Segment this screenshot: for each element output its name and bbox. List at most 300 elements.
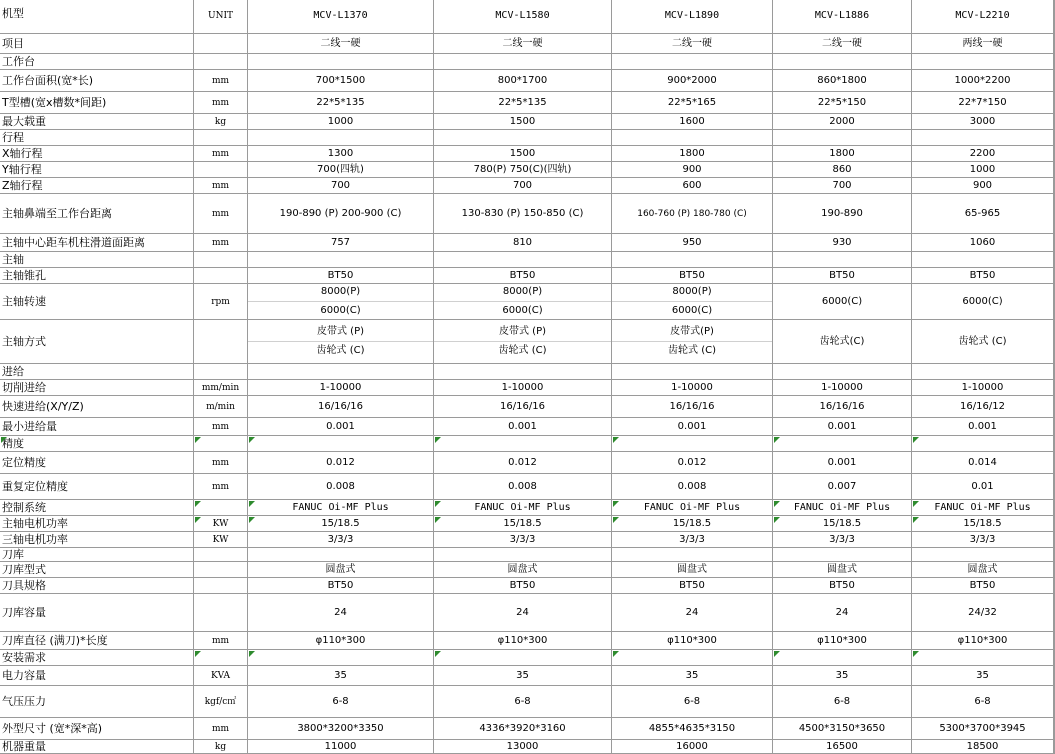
value-cell[interactable] bbox=[773, 562, 912, 578]
value-text: 11000 bbox=[324, 740, 357, 752]
value-cell[interactable] bbox=[612, 516, 773, 532]
unit-cell[interactable] bbox=[194, 252, 248, 268]
comment-marker-icon bbox=[613, 437, 619, 443]
value-cell[interactable] bbox=[612, 562, 773, 578]
value-cell[interactable] bbox=[248, 718, 434, 740]
value-cell[interactable] bbox=[912, 562, 1054, 578]
value-text: 1800 bbox=[829, 147, 855, 159]
unit-cell[interactable] bbox=[194, 632, 248, 650]
value-cell[interactable] bbox=[248, 146, 434, 162]
value-cell[interactable] bbox=[773, 54, 912, 70]
value-text: 35 bbox=[976, 669, 989, 681]
value-cell[interactable] bbox=[612, 178, 773, 194]
value-cell[interactable] bbox=[773, 516, 912, 532]
unit-cell[interactable] bbox=[194, 162, 248, 178]
value-cell[interactable] bbox=[248, 532, 434, 548]
row-label-cell[interactable] bbox=[0, 740, 194, 754]
row-label-cell[interactable] bbox=[0, 578, 194, 594]
value-cell[interactable] bbox=[912, 146, 1054, 162]
value-cell[interactable] bbox=[912, 474, 1054, 500]
value-cell[interactable] bbox=[773, 34, 912, 54]
value-cell[interactable] bbox=[773, 718, 912, 740]
unit-cell[interactable] bbox=[194, 54, 248, 70]
value-text: 35 bbox=[685, 669, 699, 681]
value-cell[interactable] bbox=[248, 740, 434, 754]
value-cell[interactable] bbox=[612, 380, 773, 396]
value-cell[interactable] bbox=[912, 548, 1054, 562]
value-cell[interactable] bbox=[612, 650, 773, 666]
value-cell[interactable] bbox=[912, 92, 1054, 114]
value-cell[interactable] bbox=[434, 162, 612, 178]
value-cell[interactable] bbox=[773, 284, 912, 320]
value-cell[interactable] bbox=[912, 436, 1054, 452]
value-cell[interactable] bbox=[612, 268, 773, 284]
value-cell[interactable] bbox=[612, 500, 773, 516]
row-label-cell[interactable] bbox=[0, 516, 194, 532]
row-label-cell[interactable] bbox=[0, 252, 194, 268]
value-cell[interactable] bbox=[248, 34, 434, 54]
value-cell[interactable] bbox=[248, 92, 434, 114]
value-cell[interactable] bbox=[434, 194, 612, 234]
row-label-cell[interactable] bbox=[0, 92, 194, 114]
unit-cell[interactable] bbox=[194, 594, 248, 632]
value-cell[interactable] bbox=[612, 532, 773, 548]
value-cell[interactable] bbox=[434, 178, 612, 194]
value-cell[interactable] bbox=[912, 178, 1054, 194]
value-cell[interactable] bbox=[773, 252, 912, 268]
value-text: 900 bbox=[972, 179, 993, 191]
value-cell[interactable] bbox=[773, 114, 912, 130]
row-label-cell[interactable] bbox=[0, 320, 194, 364]
value-cell[interactable] bbox=[612, 70, 773, 92]
row-label: 机器重量 bbox=[2, 740, 46, 753]
row-label: 工作台面积(宽*长) bbox=[2, 73, 94, 87]
value-cell[interactable] bbox=[773, 162, 912, 178]
value-cell[interactable] bbox=[434, 666, 612, 686]
header-model-cell[interactable] bbox=[912, 0, 1054, 34]
value-cell[interactable] bbox=[773, 320, 912, 364]
unit-cell[interactable] bbox=[194, 320, 248, 364]
value-cell[interactable] bbox=[612, 578, 773, 594]
value-text: 15/18.5 bbox=[963, 517, 1002, 529]
row-label-cell[interactable] bbox=[0, 178, 194, 194]
row-label-cell[interactable] bbox=[0, 594, 194, 632]
value-cell[interactable] bbox=[612, 594, 773, 632]
header-model-cell[interactable] bbox=[434, 0, 612, 34]
row-label-cell[interactable] bbox=[0, 146, 194, 162]
value-cell[interactable] bbox=[612, 632, 773, 650]
value-cell[interactable] bbox=[434, 718, 612, 740]
value-cell[interactable] bbox=[434, 380, 612, 396]
value-cell[interactable] bbox=[912, 396, 1054, 418]
value-text: 6000(C) bbox=[821, 295, 863, 307]
row-label-cell[interactable] bbox=[0, 396, 194, 418]
value-text: 1060 bbox=[969, 236, 996, 248]
value-text: 1-10000 bbox=[501, 381, 544, 393]
unit-cell[interactable] bbox=[194, 194, 248, 234]
value-cell[interactable] bbox=[434, 516, 612, 532]
unit-cell[interactable] bbox=[194, 548, 248, 562]
value-cell[interactable] bbox=[248, 516, 434, 532]
value-cell[interactable] bbox=[773, 178, 912, 194]
value-cell[interactable] bbox=[248, 130, 434, 146]
value-cell[interactable] bbox=[248, 474, 434, 500]
value-cell[interactable] bbox=[912, 284, 1054, 320]
value-cell[interactable] bbox=[434, 452, 612, 474]
row-label-cell[interactable] bbox=[0, 532, 194, 548]
unit-cell[interactable] bbox=[194, 740, 248, 754]
value-cell[interactable] bbox=[434, 364, 612, 380]
value-cell[interactable] bbox=[434, 436, 612, 452]
value-cell[interactable] bbox=[248, 70, 434, 92]
value-cell[interactable] bbox=[248, 284, 434, 320]
value-text: BT50 bbox=[327, 579, 354, 591]
value-cell[interactable] bbox=[248, 578, 434, 594]
value-cell[interactable] bbox=[434, 268, 612, 284]
value-cell[interactable] bbox=[248, 594, 434, 632]
value-cell[interactable] bbox=[612, 320, 773, 364]
value-cell[interactable] bbox=[434, 532, 612, 548]
row-label-cell[interactable] bbox=[0, 452, 194, 474]
comment-marker-icon bbox=[195, 651, 201, 657]
value-cell[interactable] bbox=[612, 740, 773, 754]
value-cell[interactable] bbox=[612, 452, 773, 474]
value-text: 0.008 bbox=[508, 480, 537, 492]
value-text: 0.001 bbox=[827, 420, 857, 432]
value-cell[interactable] bbox=[912, 320, 1054, 364]
value-cell[interactable] bbox=[773, 234, 912, 252]
unit-cell[interactable] bbox=[194, 268, 248, 284]
value-cell[interactable] bbox=[773, 632, 912, 650]
comment-marker-icon bbox=[249, 437, 255, 443]
unit-cell[interactable] bbox=[194, 718, 248, 740]
value-cell[interactable] bbox=[434, 500, 612, 516]
value-cell[interactable] bbox=[912, 70, 1054, 92]
value-cell[interactable] bbox=[912, 268, 1054, 284]
value-cell[interactable] bbox=[248, 632, 434, 650]
value-cell[interactable] bbox=[248, 666, 434, 686]
value-text: 600 bbox=[682, 179, 702, 191]
value-cell[interactable] bbox=[248, 548, 434, 562]
value-cell[interactable] bbox=[912, 34, 1054, 54]
value-cell[interactable] bbox=[434, 632, 612, 650]
value-cell[interactable] bbox=[434, 474, 612, 500]
value-cell[interactable] bbox=[912, 234, 1054, 252]
value-cell[interactable] bbox=[612, 54, 773, 70]
unit-cell[interactable] bbox=[194, 70, 248, 92]
value-cell[interactable] bbox=[434, 70, 612, 92]
value-cell[interactable] bbox=[434, 34, 612, 54]
value-text: 24 bbox=[334, 606, 347, 618]
unit-cell[interactable] bbox=[194, 92, 248, 114]
value-cell[interactable] bbox=[912, 740, 1054, 754]
header-unit-cell[interactable] bbox=[194, 0, 248, 34]
unit-cell[interactable] bbox=[194, 532, 248, 548]
unit-cell[interactable] bbox=[194, 146, 248, 162]
value-cell[interactable] bbox=[434, 252, 612, 268]
row-label-cell[interactable] bbox=[0, 474, 194, 500]
value-cell[interactable] bbox=[912, 418, 1054, 436]
row-label-cell[interactable] bbox=[0, 718, 194, 740]
value-cell[interactable] bbox=[612, 34, 773, 54]
row-label-cell[interactable] bbox=[0, 284, 194, 320]
value-cell[interactable] bbox=[612, 686, 773, 718]
value-cell[interactable] bbox=[912, 380, 1054, 396]
value-cell[interactable] bbox=[612, 396, 773, 418]
value-cell[interactable] bbox=[912, 650, 1054, 666]
value-cell[interactable] bbox=[248, 380, 434, 396]
value-text: 6-8 bbox=[974, 695, 991, 707]
unit-cell[interactable] bbox=[194, 418, 248, 436]
value-cell[interactable] bbox=[612, 194, 773, 234]
value-cell[interactable] bbox=[773, 268, 912, 284]
value-text: 800*1700 bbox=[497, 74, 548, 86]
value-cell[interactable] bbox=[912, 578, 1054, 594]
header-model-cell[interactable] bbox=[248, 0, 434, 34]
value-cell[interactable] bbox=[773, 70, 912, 92]
value-cell[interactable] bbox=[612, 436, 773, 452]
value-cell[interactable] bbox=[248, 418, 434, 436]
value-cell[interactable] bbox=[912, 194, 1054, 234]
value-cell[interactable] bbox=[773, 380, 912, 396]
value-cell[interactable] bbox=[612, 130, 773, 146]
comment-marker-icon bbox=[435, 501, 441, 507]
value-cell[interactable] bbox=[248, 234, 434, 252]
value-cell[interactable] bbox=[912, 532, 1054, 548]
value-cell[interactable] bbox=[612, 234, 773, 252]
value-cell[interactable] bbox=[434, 234, 612, 252]
value-cell[interactable] bbox=[773, 130, 912, 146]
value-text: 15/18.5 bbox=[321, 517, 360, 529]
value-cell[interactable] bbox=[434, 740, 612, 754]
header-label-cell[interactable] bbox=[0, 0, 194, 34]
value-cell[interactable] bbox=[434, 578, 612, 594]
value-cell[interactable] bbox=[912, 162, 1054, 178]
unit-cell[interactable] bbox=[194, 436, 248, 452]
value-cell[interactable] bbox=[612, 284, 773, 320]
value-text: 16/16/16 bbox=[669, 400, 715, 412]
value-text: BT50 bbox=[829, 579, 855, 591]
value-cell[interactable] bbox=[773, 146, 912, 162]
value-cell[interactable] bbox=[434, 320, 612, 364]
row-label-cell[interactable] bbox=[0, 54, 194, 70]
value-cell[interactable] bbox=[912, 114, 1054, 130]
unit-cell[interactable] bbox=[194, 130, 248, 146]
unit-cell[interactable] bbox=[194, 562, 248, 578]
comment-marker-icon bbox=[913, 501, 919, 507]
value-cell[interactable] bbox=[248, 54, 434, 70]
value-cell[interactable] bbox=[248, 252, 434, 268]
value-cell[interactable] bbox=[434, 562, 612, 578]
value-cell[interactable] bbox=[773, 686, 912, 718]
unit-cell[interactable] bbox=[194, 578, 248, 594]
row-label: 刀库型式 bbox=[2, 562, 46, 576]
row-label-cell[interactable] bbox=[0, 380, 194, 396]
value-cell[interactable] bbox=[612, 364, 773, 380]
value-cell[interactable] bbox=[434, 146, 612, 162]
row-label-cell[interactable] bbox=[0, 364, 194, 380]
comment-marker-icon bbox=[249, 517, 255, 523]
header-model-cell[interactable] bbox=[612, 0, 773, 34]
value-cell[interactable] bbox=[912, 54, 1054, 70]
value-cell[interactable] bbox=[912, 686, 1054, 718]
value-text: FANUC Oi-MF Plus bbox=[474, 501, 571, 513]
value-cell[interactable] bbox=[248, 650, 434, 666]
value-cell[interactable] bbox=[773, 396, 912, 418]
value-cell[interactable] bbox=[248, 194, 434, 234]
value-cell[interactable] bbox=[912, 252, 1054, 268]
value-cell[interactable] bbox=[773, 364, 912, 380]
value-cell[interactable] bbox=[773, 436, 912, 452]
unit-cell[interactable] bbox=[194, 500, 248, 516]
row-label-cell[interactable] bbox=[0, 234, 194, 252]
value-cell[interactable] bbox=[612, 92, 773, 114]
value-cell[interactable] bbox=[912, 594, 1054, 632]
row-label-cell[interactable] bbox=[0, 632, 194, 650]
value-cell[interactable] bbox=[612, 146, 773, 162]
row-label-cell[interactable] bbox=[0, 34, 194, 54]
row-label-cell[interactable] bbox=[0, 562, 194, 578]
value-cell[interactable] bbox=[612, 162, 773, 178]
value-text: 22*5*165 bbox=[667, 96, 717, 108]
value-text: 3000 bbox=[969, 115, 996, 127]
value-cell[interactable] bbox=[248, 320, 434, 364]
unit-cell[interactable] bbox=[194, 650, 248, 666]
value-cell[interactable] bbox=[773, 548, 912, 562]
value-cell[interactable] bbox=[773, 532, 912, 548]
unit-cell[interactable] bbox=[194, 474, 248, 500]
unit-cell[interactable] bbox=[194, 34, 248, 54]
value-text: 6-8 bbox=[514, 695, 531, 707]
value-cell[interactable] bbox=[612, 718, 773, 740]
value-cell[interactable] bbox=[912, 516, 1054, 532]
value-cell[interactable] bbox=[434, 114, 612, 130]
value-text: 16/16/16 bbox=[318, 400, 363, 412]
header-model-cell[interactable] bbox=[773, 0, 912, 34]
value-cell[interactable] bbox=[773, 452, 912, 474]
value-cell[interactable] bbox=[434, 686, 612, 718]
value-text: 4500*3150*3650 bbox=[798, 722, 886, 734]
value-cell[interactable] bbox=[612, 418, 773, 436]
value-cell[interactable] bbox=[612, 114, 773, 130]
value-cell[interactable] bbox=[773, 666, 912, 686]
value-cell[interactable] bbox=[248, 268, 434, 284]
row-label-cell[interactable] bbox=[0, 130, 194, 146]
value-cell[interactable] bbox=[434, 284, 612, 320]
value-text: 24/32 bbox=[968, 606, 997, 618]
value-cell[interactable] bbox=[912, 364, 1054, 380]
comment-marker-icon bbox=[435, 517, 441, 523]
row-label-cell[interactable] bbox=[0, 162, 194, 178]
row-label-cell[interactable] bbox=[0, 686, 194, 718]
value-cell[interactable] bbox=[612, 252, 773, 268]
value-text: 860*1800 bbox=[817, 74, 867, 86]
value-text: 3/3/3 bbox=[327, 533, 354, 545]
value-cell[interactable] bbox=[612, 666, 773, 686]
value-text: 1-10000 bbox=[821, 381, 863, 393]
unit-cell[interactable] bbox=[194, 178, 248, 194]
row-label-cell[interactable] bbox=[0, 268, 194, 284]
value-cell[interactable] bbox=[912, 452, 1054, 474]
value-cell[interactable] bbox=[912, 718, 1054, 740]
row-label-cell[interactable] bbox=[0, 436, 194, 452]
row-label: 刀库直径 (满刀)*长度 bbox=[2, 633, 108, 647]
value-cell[interactable] bbox=[248, 364, 434, 380]
value-cell[interactable] bbox=[434, 130, 612, 146]
value-cell[interactable] bbox=[434, 650, 612, 666]
value-cell[interactable] bbox=[434, 418, 612, 436]
value-cell[interactable] bbox=[773, 594, 912, 632]
unit-cell[interactable] bbox=[194, 380, 248, 396]
value-cell[interactable] bbox=[773, 474, 912, 500]
unit-cell[interactable] bbox=[194, 364, 248, 380]
value-cell[interactable] bbox=[248, 396, 434, 418]
value-cell[interactable] bbox=[773, 194, 912, 234]
value-cell[interactable] bbox=[773, 740, 912, 754]
row-label-cell[interactable] bbox=[0, 650, 194, 666]
value-cell[interactable] bbox=[912, 666, 1054, 686]
value-cell[interactable] bbox=[434, 54, 612, 70]
value-cell[interactable] bbox=[434, 92, 612, 114]
value-cell[interactable] bbox=[248, 500, 434, 516]
value-cell[interactable] bbox=[434, 548, 612, 562]
value-line: 6000(C) bbox=[320, 305, 361, 316]
value-cell[interactable] bbox=[248, 436, 434, 452]
unit-cell[interactable] bbox=[194, 234, 248, 252]
value-cell[interactable] bbox=[612, 474, 773, 500]
value-cell[interactable] bbox=[612, 548, 773, 562]
value-cell[interactable] bbox=[434, 396, 612, 418]
row-label-cell[interactable] bbox=[0, 548, 194, 562]
row-label-cell[interactable] bbox=[0, 194, 194, 234]
unit-cell[interactable] bbox=[194, 452, 248, 474]
value-cell[interactable] bbox=[912, 632, 1054, 650]
value-cell[interactable] bbox=[248, 686, 434, 718]
value-text: 1600 bbox=[679, 115, 705, 127]
row-label-cell[interactable] bbox=[0, 500, 194, 516]
value-text: 3/3/3 bbox=[679, 533, 705, 545]
value-text: 0.001 bbox=[968, 420, 997, 432]
value-text: 16500 bbox=[826, 740, 858, 752]
value-cell[interactable] bbox=[434, 594, 612, 632]
unit-cell[interactable] bbox=[194, 114, 248, 130]
unit-cell[interactable] bbox=[194, 516, 248, 532]
value-cell[interactable] bbox=[248, 178, 434, 194]
row-label-cell[interactable] bbox=[0, 70, 194, 92]
value-cell[interactable] bbox=[912, 130, 1054, 146]
value-cell[interactable] bbox=[773, 578, 912, 594]
unit-cell[interactable] bbox=[194, 284, 248, 320]
value-cell[interactable] bbox=[773, 650, 912, 666]
value-cell[interactable] bbox=[248, 562, 434, 578]
value-cell[interactable] bbox=[912, 500, 1054, 516]
value-text: 13000 bbox=[506, 740, 539, 752]
value-cell[interactable] bbox=[248, 162, 434, 178]
unit-cell[interactable] bbox=[194, 686, 248, 718]
unit-cell[interactable] bbox=[194, 666, 248, 686]
value-cell[interactable] bbox=[773, 418, 912, 436]
row-label-cell[interactable] bbox=[0, 666, 194, 686]
value-line: 6000(C) bbox=[671, 305, 713, 316]
value-cell[interactable] bbox=[248, 452, 434, 474]
row-label-cell[interactable] bbox=[0, 418, 194, 436]
value-cell[interactable] bbox=[773, 500, 912, 516]
row-label-cell[interactable] bbox=[0, 114, 194, 130]
value-cell[interactable] bbox=[248, 114, 434, 130]
value-cell[interactable] bbox=[773, 92, 912, 114]
unit-cell[interactable] bbox=[194, 396, 248, 418]
value-text: 18500 bbox=[966, 740, 999, 752]
